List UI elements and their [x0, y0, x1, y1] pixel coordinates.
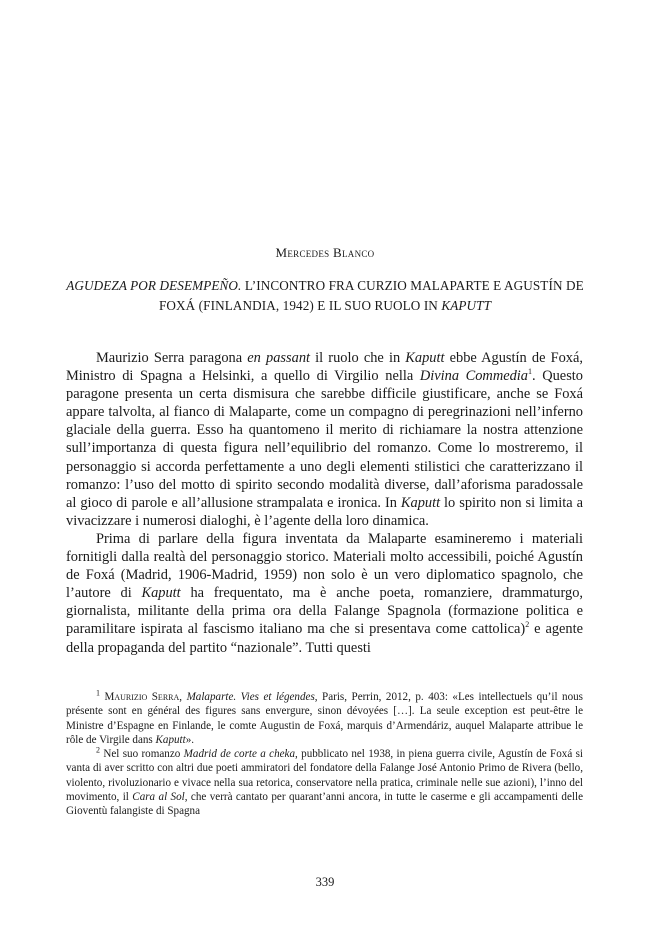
- title-italic-end: KAPUTT: [441, 298, 492, 313]
- footnote-2: [66, 747, 583, 818]
- italic-run: Kaputt: [155, 733, 186, 746]
- footnotes: [66, 690, 583, 819]
- footnote-number: 1: [96, 688, 100, 698]
- page-number: 339: [315, 875, 335, 889]
- text-run: , Paris, Perrin, 2012, p. 403: «Les intellectuels qu’il nous présente sont en général des figures sans envergure, sinon dévoyées […]. La seule exception est peut-être le Ministre d’Espagne en Finlande, le comte Augustin de Foxá, marquis d’Armendáriz, auquel Malaparte attribue le rôle de Virgile dans: [66, 691, 584, 746]
- italic-run: Divina Commedia: [419, 368, 528, 385]
- main-text: [66, 349, 583, 657]
- paragraph-1: [66, 349, 583, 530]
- text-run: ha frequentato, ma è anche poeta, romanziere, drammaturgo, giornalista, militante della prima ora della Falange Spagnola (formazione politica e paramilitare ispirata al fascismo italiano ma che si presentava come cattolica): [66, 585, 583, 638]
- text-run: Prima di parlare della figura inventata da Malaparte esamineremo i materiali fornitigli dalla realtà del personaggio storico. Materiali molto accessibili, poiché Agustín de Foxá (Madrid, 1906-Madrid, 1959) non solo è un vero diplomatico spagnolo, che l’autore di: [66, 530, 583, 602]
- text-run: , che verrà cantato per quarant’anni ancora, in tutte le caserme e gli accampamenti delle Gioventù falangiste di Spagna: [66, 791, 583, 818]
- italic-run: Madrid de corte a cheka: [183, 748, 296, 761]
- text-run: lo spirito non si limita a vivacizzare i numerosi dialoghi, è l’agente della loro dinamica.: [66, 494, 583, 529]
- text-run: Maurizio Serra paragona: [96, 350, 248, 366]
- italic-run: Malaparte. Vies et légendes: [186, 691, 315, 703]
- paragraph-2: [66, 530, 583, 657]
- footnote-ref-2[interactable]: 2: [525, 620, 530, 630]
- italic-run: Cara al Sol: [132, 791, 185, 804]
- footnote-ref-1[interactable]: 1: [528, 367, 532, 377]
- italic-run: en passant: [247, 350, 311, 366]
- text-run: , pubblicato nel 1938, in piena guerra civile, Agustín de Foxá si vanta di aver scritto con altri due poeti ammiratori del fondatore della Falange José Antonio Primo de Rivera (bello, violento, rivoluzionario e vivace nella sua retorica, conservatore nella pratica, criminale nelle sue azioni), l’inno del movimento, il: [66, 748, 583, 804]
- text-run: il ruolo che in: [310, 350, 406, 366]
- article-title: [60, 276, 590, 316]
- italic-run: Kaputt: [141, 585, 181, 602]
- cited-author: Maurizio Serra: [104, 691, 180, 703]
- text-run: ,: [179, 691, 187, 703]
- title-italic-part: AGUDEZA POR DESEMPEÑO.: [66, 278, 242, 293]
- italic-run: Kaputt: [400, 494, 441, 511]
- text-run: ».: [185, 733, 195, 746]
- text-run: ebbe Agustín de Foxá, Ministro di Spagna a Helsinki, a quello di Virgilio nella: [66, 350, 583, 385]
- title-main-part: L’INCONTRO FRA CURZIO MALAPARTE E AGUSTÍN DE FOXÁ (FINLANDIA, 1942) E IL SUO RUOLO IN: [158, 278, 584, 313]
- footnote-number: 2: [96, 745, 100, 755]
- author-name: Mercedes Blanco: [275, 245, 375, 260]
- footnote-1: [66, 690, 583, 747]
- italic-run: Kaputt: [405, 350, 445, 366]
- text-run: e agente della propaganda del partito “nazionale”. Tutti questi: [66, 621, 583, 656]
- text-run: Nel suo romanzo: [103, 748, 184, 761]
- text-run: . Questo paragone presenta un certa dismisura che sarebbe difficile giustificare, anche se Foxá appare talvolta, al fianco di Malaparte, come un compagno di peregrinazioni nell’inferno glaciale della guerra. Esso ha quantomeno il merito di richiamare la nostra attenzione sull’importanza di questa figura nell’equilibrio del romanzo. Come lo mostreremo, il personaggio si accorda perfettamente a uno degli elementi stilistici che caratterizzano il romanzo: l’uso del motto di spirito secondo modalità diverse, dall’aforisma paradossale al gioco di parole e all’allusione strampalata e ironica. In: [66, 368, 583, 511]
